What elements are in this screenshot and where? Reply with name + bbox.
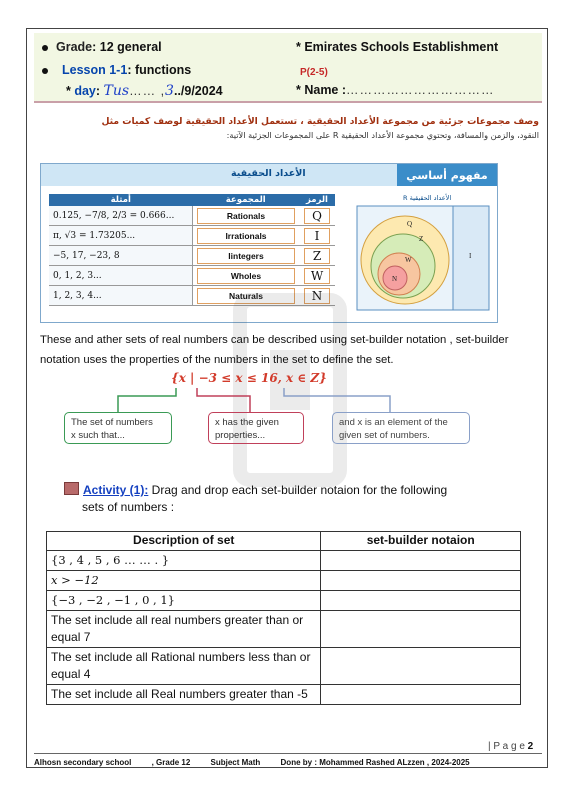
footer-subject: Subject Math (210, 758, 261, 767)
set-builder-box-properties (208, 412, 304, 444)
pages-range: P(2-5) (300, 67, 328, 78)
page-num: 2 (527, 741, 534, 752)
footer-school: Alhosn secondary school (34, 758, 132, 767)
venn-letter-i: I (469, 252, 472, 260)
box2-line1: x has the given (215, 417, 279, 428)
table-row (47, 611, 521, 648)
set-builder-brackets (60, 386, 480, 414)
school-name: Emirates Schools Establishment (304, 40, 499, 54)
set-example: 0, 1, 2, 3... (49, 266, 193, 286)
set-symbol-box[interactable]: Q (304, 208, 330, 224)
set-description: {−3 , −2 , −1 , 0 , 1} (47, 591, 321, 611)
day-handwritten: Tus (103, 83, 130, 99)
activity-table-header (47, 532, 521, 551)
set-name-box[interactable]: Irrationals (197, 228, 295, 244)
set-example: 0.125, −7/8, 2/3 = 0.666... (49, 206, 193, 226)
set-description: The set include all Rational numbers less than or equal 4 (47, 648, 321, 685)
venn-title: الأعداد الحقيقية R (403, 194, 452, 202)
concept-tab: مفهوم أساسي (397, 164, 497, 186)
set-description: The set include all Real numbers greater than -5 (47, 685, 321, 705)
box1-line1: The set of numbers (71, 417, 153, 428)
box3-line1: and x is an element of the (339, 417, 448, 428)
date-handwritten: 3 (165, 83, 174, 99)
date-rest: ../9/2024 (173, 84, 223, 98)
bullet-icon (42, 68, 48, 74)
set-symbol-box[interactable]: W (304, 268, 330, 284)
venn-letter-z: Z (419, 235, 424, 243)
day-sep: : (95, 84, 101, 98)
col-set-builder: set-builder notaion (321, 532, 521, 551)
set-builder-formula: {x | −3 ≤ x ≤ 16, x ∈ Z} (171, 371, 327, 385)
drop-target[interactable] (321, 685, 521, 705)
lesson-label: Lesson 1-1 (62, 63, 128, 77)
set-row (49, 266, 335, 286)
school-line: * Emirates Schools Establishment (296, 40, 499, 54)
venn-letter-w: W (405, 256, 412, 264)
name-line (296, 83, 495, 97)
footer-grade: , Grade 12 (151, 758, 191, 767)
venn-letter-n: N (392, 275, 398, 283)
day-label: day (74, 84, 96, 98)
footer-author: Done by : Mohammed Rashed ALzzen , 2024-2025 (280, 758, 470, 767)
box2-line2: properties... (215, 430, 266, 441)
drop-target[interactable] (321, 611, 521, 648)
table-row (47, 648, 521, 685)
box1-line2: x such that... (71, 430, 125, 441)
activity-text: Drag and drop each set-builder notaion for the following (148, 483, 448, 497)
set-example: −5, 17, −23, 8 (49, 246, 193, 266)
table-row (47, 551, 521, 571)
worksheet-header (34, 33, 542, 101)
sets-table-header (49, 194, 335, 206)
set-builder-box-element (332, 412, 470, 444)
set-example: π, √3 = 1.73205... (49, 226, 193, 246)
col-symbol: الرمز (299, 194, 335, 206)
set-description: {3 , 4 , 5 , 6 … … . } (47, 551, 321, 571)
grade-value: : 12 general (92, 40, 162, 54)
set-builder-box-numbers (64, 412, 172, 444)
name-label: * Name : (296, 83, 347, 97)
col-examples: أمثلة (49, 194, 193, 206)
drop-target[interactable] (321, 551, 521, 571)
book-icon (64, 482, 79, 495)
concept-subtitle: الأعداد الحقيقية (231, 168, 306, 179)
arabic-line: النقود، والزمن والمسافة، وتحتوي مجموعة الأعداد الحقيقية R على المجموعات الجزئية الآتية: (226, 130, 539, 140)
box3-line2: given set of numbers. (339, 430, 430, 441)
set-name-box[interactable]: Iintegers (197, 248, 295, 264)
bullet-icon (42, 45, 48, 51)
footer (34, 758, 488, 767)
set-name-box[interactable]: Wholes (197, 268, 295, 284)
activity-instruction (64, 480, 447, 500)
page-number (488, 741, 533, 752)
arabic-title: وصف مجموعات جزئية من مجموعة الأعداد الحقيقية ، تستعمل الأعداد الحقيقية لوصف كميات مثل (101, 116, 539, 127)
activity-label: Activity (1): (83, 483, 149, 497)
table-row (47, 591, 521, 611)
page-label: | P a g e (488, 741, 528, 752)
set-description: The set include all real numbers greater than or equal 7 (47, 611, 321, 648)
set-row (49, 226, 335, 246)
col-description: Description of set (47, 532, 321, 551)
day-line: * day: Tus…… ,3../9/2024 (66, 83, 223, 99)
intro-paragraph: These and ather sets of real numbers can be described using set-builder notation , set-builder notation uses the properties of the numbers in the set to define the set. (40, 334, 509, 366)
header-divider (34, 101, 542, 103)
col-set: المجموعة (193, 194, 300, 206)
set-description: x > −12 (47, 571, 321, 591)
venn-letter-q: Q (407, 220, 413, 228)
name-dots: …………………………… (346, 83, 495, 97)
table-row (47, 685, 521, 705)
footer-divider (34, 753, 542, 754)
grade-line (42, 40, 162, 54)
drop-target[interactable] (321, 591, 521, 611)
set-name-box[interactable]: Rationals (197, 208, 295, 224)
lesson-line (42, 63, 191, 77)
set-name-box[interactable]: Naturals (197, 288, 295, 304)
drop-target[interactable] (321, 571, 521, 591)
set-row (49, 206, 335, 226)
activity-text-line2: sets of numbers : (82, 500, 175, 514)
table-row (47, 571, 521, 591)
drop-target[interactable] (321, 648, 521, 685)
set-symbol-box[interactable]: Z (304, 248, 330, 264)
lesson-value: : functions (127, 63, 192, 77)
set-symbol-box[interactable]: N (304, 288, 330, 304)
set-example: 1, 2, 3, 4... (49, 286, 193, 306)
day-dots: …… , (129, 84, 166, 98)
set-row (49, 246, 335, 266)
set-symbol-box[interactable]: I (304, 228, 330, 244)
activity-table (46, 531, 521, 705)
grade-label: Grade (56, 40, 93, 54)
